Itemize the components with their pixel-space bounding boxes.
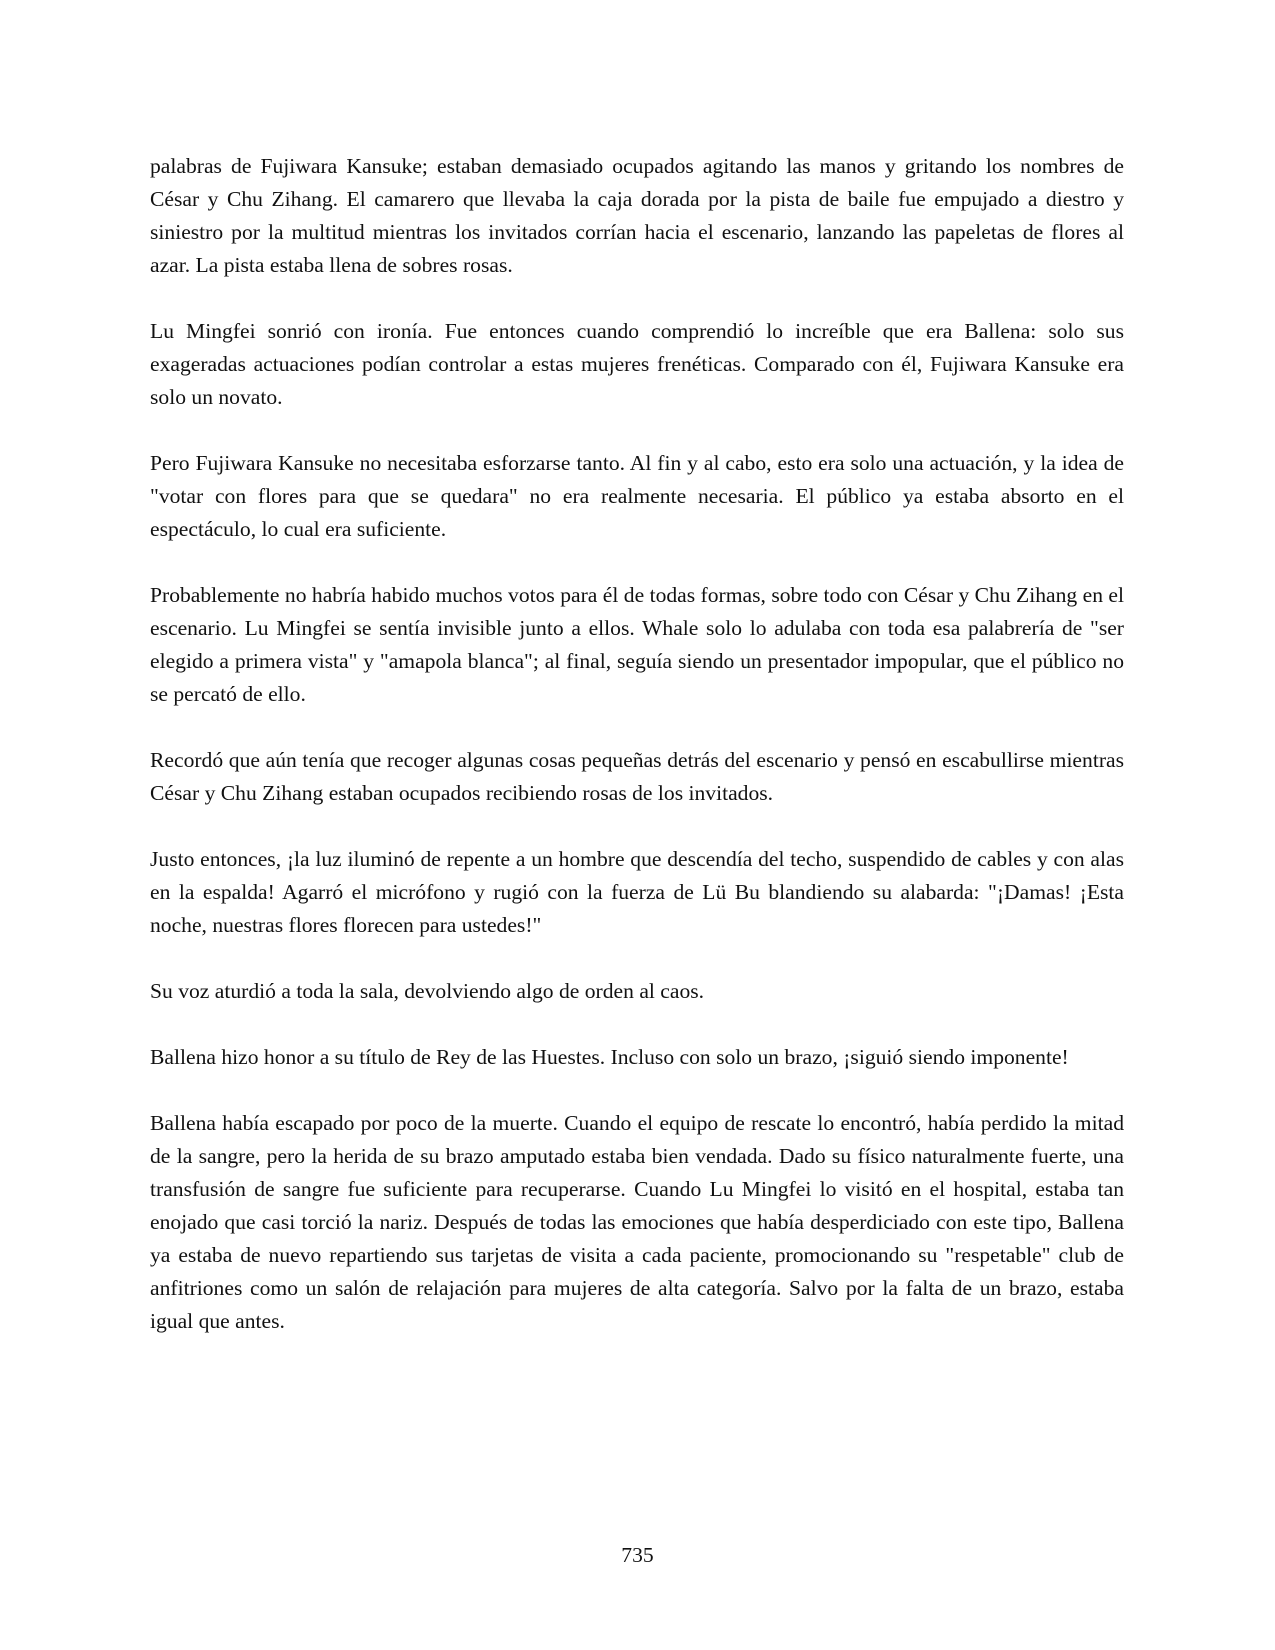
page-body — [150, 150, 1124, 1371]
paragraph: palabras de Fujiwara Kansuke; estaban demasiado ocupados agitando las manos y gritando los nombres de César y Chu Zihang. El camarero que llevaba la caja dorada por la pista de baile fue empujado a diestro y siniestro por la multitud mientras los invitados corrían hacia el escenario, lanzando las papeletas de flores al azar. La pista estaba llena de sobres rosas. — [150, 154, 1124, 277]
paragraph: Probablemente no habría habido muchos votos para él de todas formas, sobre todo con César y Chu Zihang en el escenario. Lu Mingfei se sentía invisible junto a ellos. Whale solo lo adulaba con toda esa palabrería de "ser elegido a primera vista" y "amapola blanca"; al final, seguía siendo un presentador impopular, que el público no se percató de ello. — [150, 583, 1124, 706]
paragraph: Ballena había escapado por poco de la muerte. Cuando el equipo de rescate lo encontró, había perdido la mitad de la sangre, pero la herida de su brazo amputado estaba bien vendada. Dado su físico naturalmente fuerte, una transfusión de sangre fue suficiente para recuperarse. Cuando Lu Mingfei lo visitó en el hospital, estaba tan enojado que casi torció la nariz. Después de todas las emociones que había desperdiciado con este tipo, Ballena ya estaba de nuevo repartiendo sus tarjetas de visita a cada paciente, promocionando su "respetable" club de anfitriones como un salón de relajación para mujeres de alta categoría. Salvo por la falta de un brazo, estaba igual que antes. — [150, 1111, 1124, 1333]
paragraph: Su voz aturdió a toda la sala, devolviendo algo de orden al caos. — [150, 979, 705, 1003]
page-number: 735 — [621, 1543, 654, 1567]
paragraph: Lu Mingfei sonrió con ironía. Fue entonces cuando comprendió lo increíble que era Ballena: solo sus exageradas actuaciones podían controlar a estas mujeres frenéticas. Comparado con él, Fujiwara Kansuke era solo un novato. — [150, 319, 1124, 409]
paragraph: Ballena hizo honor a su título de Rey de las Huestes. Incluso con solo un brazo, ¡siguió siendo imponente! — [150, 1045, 1069, 1069]
paragraph: Recordó que aún tenía que recoger algunas cosas pequeñas detrás del escenario y pensó en escabullirse mientras César y Chu Zihang estaban ocupados recibiendo rosas de los invitados. — [150, 748, 1124, 805]
paragraph: Pero Fujiwara Kansuke no necesitaba esforzarse tanto. Al fin y al cabo, esto era solo una actuación, y la idea de "votar con flores para que se quedara" no era realmente necesaria. El público ya estaba absorto en el espectáculo, lo cual era suficiente. — [150, 451, 1124, 541]
paragraph: Justo entonces, ¡la luz iluminó de repente a un hombre que descendía del techo, suspendido de cables y con alas en la espalda! Agarró el micrófono y rugió con la fuerza de Lü Bu blandiendo su alabarda: "¡Damas! ¡Esta noche, nuestras flores florecen para ustedes!" — [150, 847, 1124, 937]
